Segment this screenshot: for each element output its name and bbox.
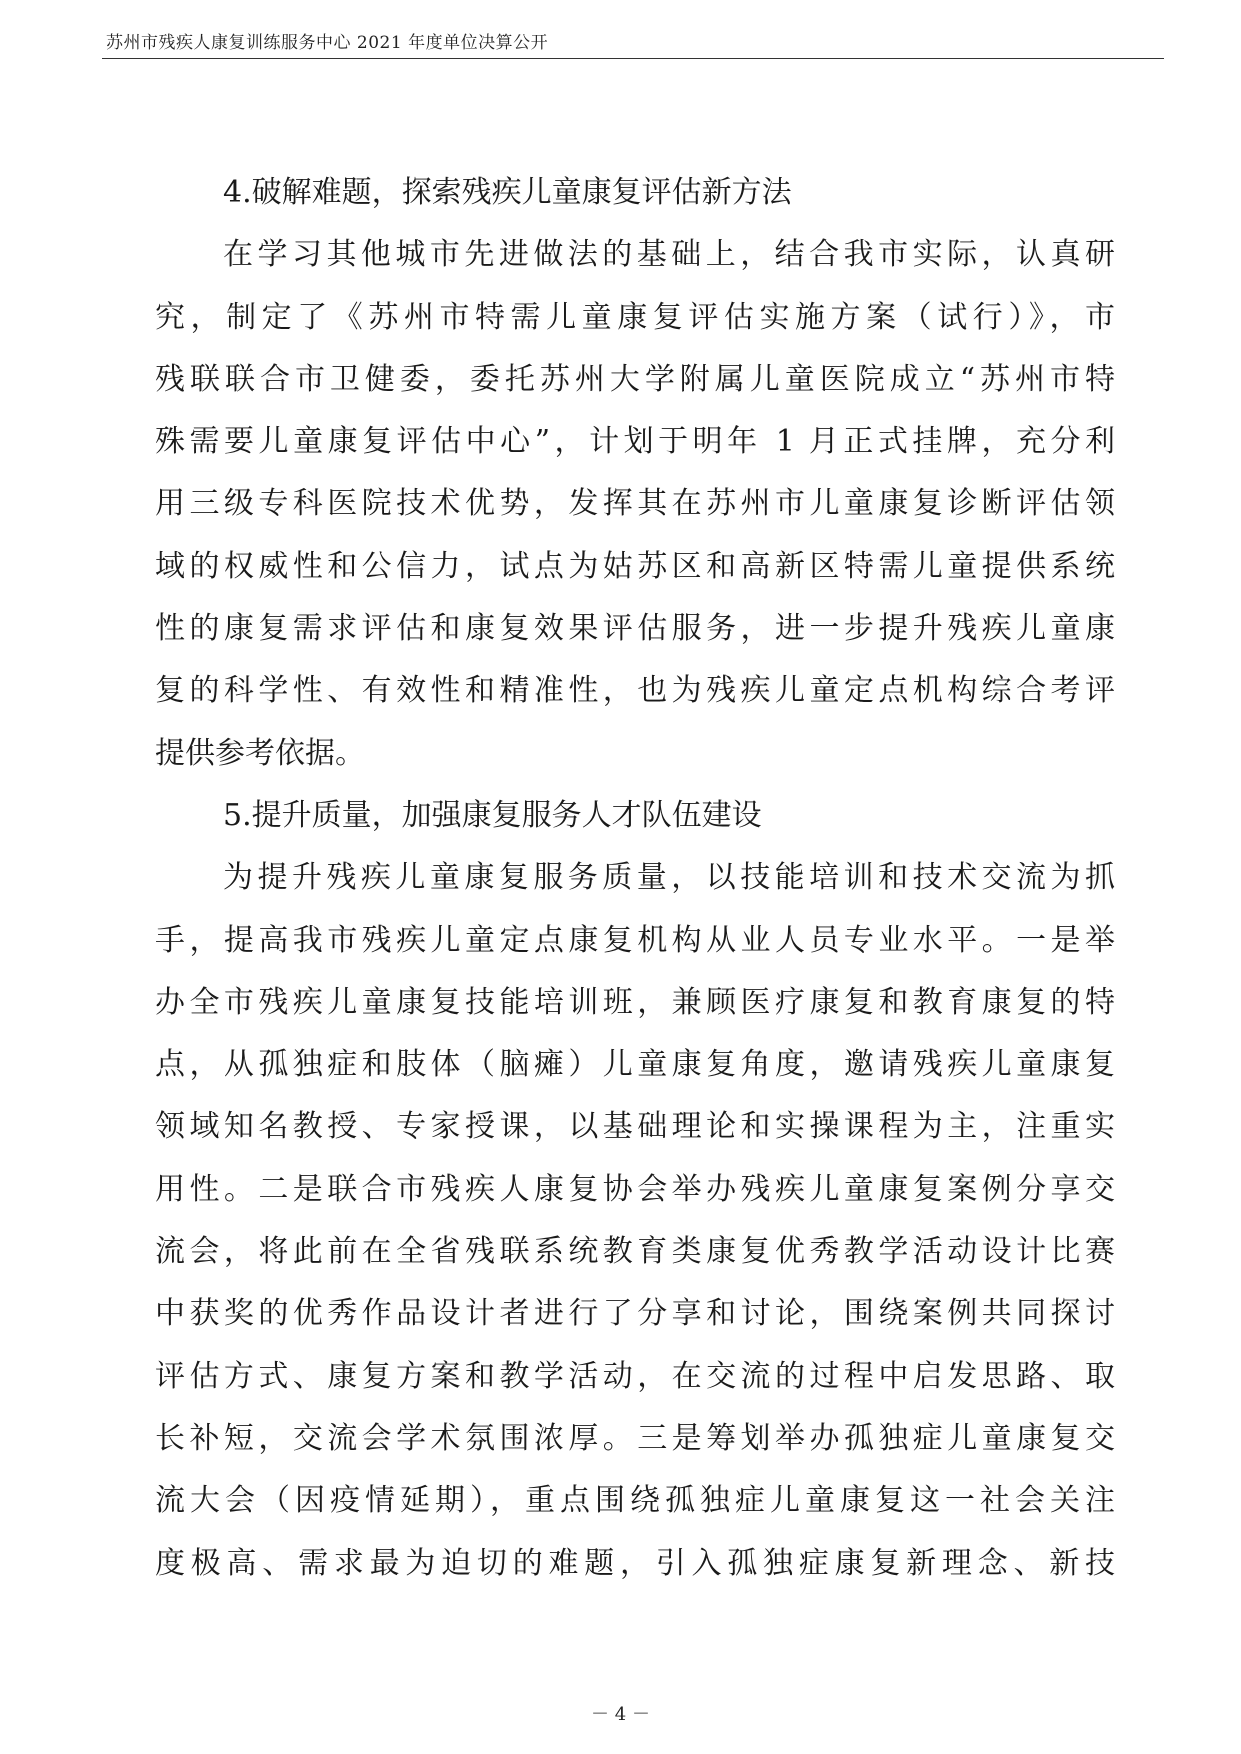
paragraph-line: 用三级专科医院技术优势，发挥其在苏州市儿童康复诊断评估领 — [155, 486, 1115, 522]
paragraph-line: 复的科学性、有效性和精准性，也为残疾儿童定点机构综合考评 — [155, 673, 1115, 709]
paragraph-line: 用性。二是联合市残疾人康复协会举办残疾儿童康复案例分享交 — [155, 1171, 1115, 1207]
document-body — [155, 162, 1115, 1595]
section-heading: 5.提升质量，加强康复服务人才队伍建设 — [223, 797, 762, 833]
paragraph-line: 流会，将此前在全省残联系统教育类康复优秀教学活动设计比赛 — [155, 1234, 1115, 1270]
paragraph-line: 领域知名教授、专家授课，以基础理论和实操课程为主，注重实 — [155, 1109, 1115, 1145]
section-heading: 4.破解难题，探索残疾儿童康复评估新方法 — [223, 175, 792, 210]
paragraph-line: 提供参考依据。 — [155, 735, 365, 771]
paragraph-line: 评估方式、康复方案和教学活动，在交流的过程中启发思路、取 — [155, 1358, 1115, 1394]
paragraph-line: 办全市残疾儿童康复技能培训班，兼顾医疗康复和教育康复的特 — [155, 984, 1115, 1020]
header-title: 苏州市残疾人康复训练服务中心 2021 年度单位决算公开 — [106, 33, 549, 53]
paragraph-line: 殊需要儿童康复评估中心”，计划于明年 1 月正式挂牌，充分利 — [155, 424, 1115, 460]
page-number: － 4 － — [591, 1704, 650, 1725]
paragraph-line: 究，制定了《苏州市特需儿童康复评估实施方案（试行）》，市 — [155, 299, 1115, 335]
paragraph-line: 域的权威性和公信力，试点为姑苏区和高新区特需儿童提供系统 — [155, 548, 1115, 584]
paragraph-line: 性的康复需求评估和康复效果评估服务，进一步提升残疾儿童康 — [155, 611, 1115, 647]
page-header — [102, 24, 1164, 59]
paragraph-line: 手，提高我市残疾儿童定点康复机构从业人员专业水平。一是举 — [155, 922, 1115, 958]
paragraph-line: 长补短，交流会学术氛围浓厚。三是筹划举办孤独症儿童康复交 — [155, 1420, 1115, 1456]
paragraph-line: 为提升残疾儿童康复服务质量，以技能培训和技术交流为抓 — [223, 860, 1115, 896]
paragraph-line: 度极高、需求最为迫切的难题，引入孤独症康复新理念、新技 — [155, 1545, 1115, 1581]
paragraph-line: 残联联合市卫健委，委托苏州大学附属儿童医院成立“苏州市特 — [155, 361, 1115, 397]
paragraph-line: 在学习其他城市先进做法的基础上，结合我市实际，认真研 — [223, 237, 1115, 273]
paragraph-line: 点，从孤独症和肢体（脑瘫）儿童康复角度，邀请残疾儿童康复 — [155, 1047, 1115, 1083]
paragraph-line: 中获奖的优秀作品设计者进行了分享和讨论，围绕案例共同探讨 — [155, 1296, 1115, 1332]
paragraph-line: 流大会（因疫情延期），重点围绕孤独症儿童康复这一社会关注 — [155, 1483, 1115, 1519]
